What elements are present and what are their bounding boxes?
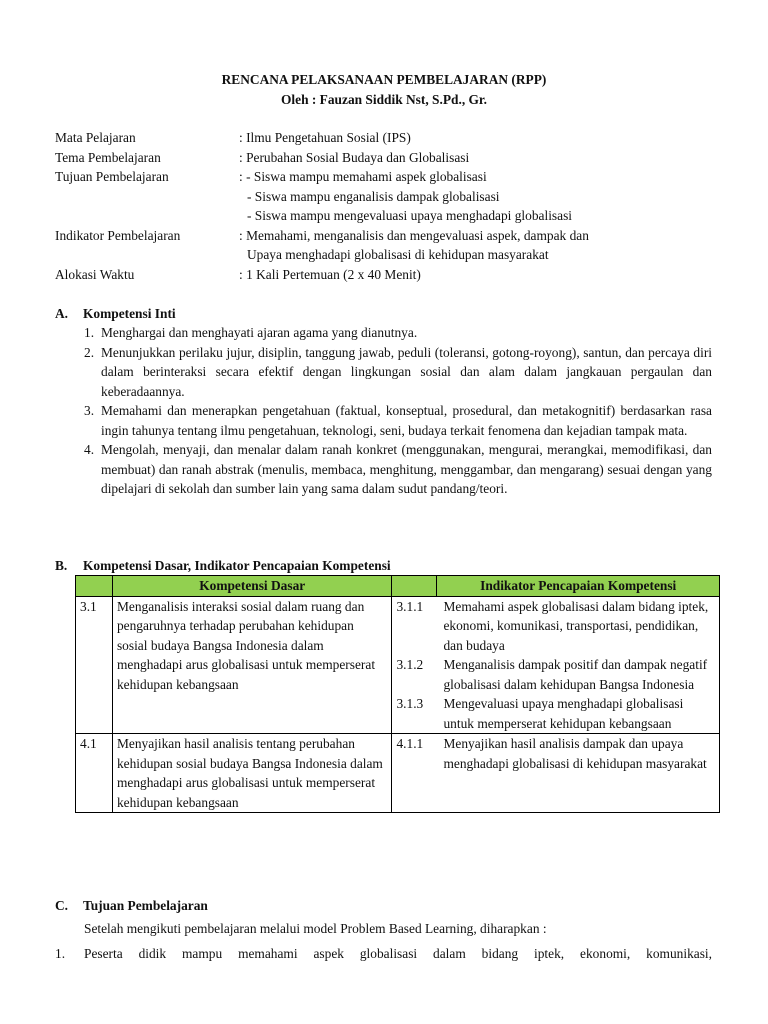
- meta-row-alokasi: [55, 265, 589, 285]
- indicator-number: 3.1.1: [396, 598, 424, 614]
- list-number: 3.: [84, 403, 95, 418]
- list-item: [84, 440, 712, 499]
- indicator-cell: [392, 596, 720, 734]
- indicator-text: Menyajikan hasil analisis dampak dan upaya menghadapi globalisasi di kehidupan masyarakat: [443, 736, 707, 771]
- meta-row-indikator: [55, 226, 589, 246]
- list-item: [84, 401, 712, 440]
- section-title: Tujuan Pembelajaran: [83, 898, 208, 913]
- meta-label: Tema Pembelajaran: [55, 149, 161, 165]
- meta-label: Tujuan Pembelajaran: [55, 169, 169, 184]
- indicator-number: 3.1.3: [396, 696, 424, 711]
- section-title: Kompetensi Dasar, Indikator Pencapaian Kompetensi: [83, 558, 391, 573]
- document-title: RENCANA PELAKSANAAN PEMBELAJARAN (RPP): [221, 72, 547, 87]
- meta-row-mapel: [55, 128, 589, 148]
- meta-value: : Ilmu Pengetahuan Sosial (IPS): [239, 130, 411, 145]
- indicator-item: [396, 655, 715, 694]
- meta-value: : Memahami, menganalisis dan mengevaluasi aspek, dampak dan: [239, 227, 589, 243]
- table-row: [76, 734, 720, 813]
- list-number: 1.: [84, 325, 95, 340]
- indicator-text: Menganalisis dampak positif dan dampak negatif globalisasi dalam kehidupan Bangsa Indonesia: [443, 657, 708, 692]
- meta-label: Alokasi Waktu: [55, 266, 135, 282]
- table-header-cell-empty: [76, 576, 113, 597]
- section-letter: A.: [55, 306, 69, 321]
- document-author: Oleh : Fauzan Siddik Nst, S.Pd., Gr.: [281, 92, 487, 107]
- table-header-cell-empty: [392, 576, 437, 597]
- section-c-heading: [55, 896, 208, 916]
- meta-label: Mata Pelajaran: [55, 130, 136, 145]
- section-letter: B.: [55, 558, 68, 573]
- meta-value: : - Siswa mampu memahami aspek globalisasi: [239, 169, 487, 184]
- list-number: 4.: [84, 442, 95, 457]
- tujuan-intro: Setelah mengikuti pembelajaran melalui model Problem Based Learning, diharapkan :: [84, 921, 547, 936]
- list-text: Peserta didik mampu memahami aspek globalisasi dalam bidang iptek, ekonomi, komunikasi,: [84, 946, 712, 961]
- meta-value: Upaya menghadapi globalisasi di kehidupan masyarakat: [247, 247, 549, 262]
- kompetensi-inti-list: [84, 323, 712, 499]
- list-item: [84, 323, 712, 343]
- meta-label: Indikator Pembelajaran: [55, 227, 181, 243]
- indicator-number: 4.1.1: [396, 736, 424, 751]
- kompetensi-table: [75, 575, 720, 813]
- meta-row-tema: [55, 148, 589, 168]
- indicator-item: [396, 597, 715, 656]
- indicator-number: 3.1.2: [396, 657, 424, 672]
- list-text: Mengolah, menyaji, dan menalar dalam ranah konkret (menggunakan, mengurai, merangkai, memodifikasi, dan membuat) dan ranah abstrak (menulis, membaca, menghitung, menggambar, dan mengarang) sesuai dengan yang dipelajari di sekolah dan sumber lain yang sama dalam sudut pandang/teori.: [101, 442, 712, 496]
- kd-text: Menyajikan hasil analisis tentang perubahan kehidupan sosial budaya Bangsa Indonesia dalam menghadapi arus globalisasi untuk memperserat kehidupan kebangsaan: [112, 734, 392, 813]
- meta-label-empty: [55, 206, 239, 226]
- meta-info-block: [55, 128, 589, 284]
- indicator-text: Mengevaluasi upaya menghadapi globalisasi untuk memperserat kehidupan kebangsaan: [443, 696, 684, 731]
- meta-row-tujuan-cont: [55, 206, 589, 226]
- section-title: Kompetensi Inti: [83, 306, 176, 321]
- table-header-ipk: Indikator Pencapaian Kompetensi: [437, 576, 720, 597]
- list-text: Menghargai dan menghayati ajaran agama yang dianutnya.: [101, 325, 418, 340]
- indicator-item: [396, 734, 715, 773]
- list-item: [84, 343, 712, 402]
- meta-row-tujuan: [55, 167, 589, 187]
- indicator-item: [396, 694, 715, 733]
- meta-value: : 1 Kali Pertemuan (2 x 40 Menit): [239, 266, 421, 282]
- indicator-cell: [392, 734, 720, 813]
- kd-number: 3.1: [76, 596, 113, 734]
- meta-value: : Perubahan Sosial Budaya dan Globalisasi: [239, 149, 470, 165]
- indicator-text: Memahami aspek globalisasi dalam bidang iptek, ekonomi, komunikasi, transportasi, pendidikan, dan budaya: [443, 598, 709, 653]
- list-text: Memahami dan menerapkan pengetahuan (faktual, konseptual, prosedural, dan metakognitif) berdasarkan rasa ingin tahunya tentang ilmu pengetahuan, teknologi, seni, budaya terkait fenomena dan kejadian tampak mata.: [101, 403, 712, 438]
- meta-row-tujuan-cont: [55, 187, 589, 207]
- meta-value: - Siswa mampu mengevaluasi upaya menghadapi globalisasi: [247, 208, 573, 223]
- meta-value: - Siswa mampu enganalisis dampak globalisasi: [247, 188, 500, 204]
- section-a-heading: [55, 304, 176, 324]
- section-letter: C.: [55, 898, 69, 913]
- table-row: [76, 596, 720, 734]
- kd-text: Menganalisis interaksi sosial dalam ruang dan pengaruhnya terhadap perubahan kehidupan sosial budaya Bangsa Indonesia dalam menghadapi arus globalisasi untuk memperserat kehidupan kebangsaan: [112, 596, 392, 734]
- list-item: [55, 944, 712, 964]
- meta-label-empty: [55, 187, 239, 207]
- table-header-row: [76, 576, 720, 597]
- list-text: Menunjukkan perilaku jujur, disiplin, tanggung jawab, peduli (toleransi, gotong-royong), santun, dan percaya diri dalam berinteraksi secara efektif dengan lingkungan sosial dan alam dalam jangkauan pergaulan dan keberadaannya.: [101, 344, 712, 399]
- kd-number: 4.1: [76, 734, 113, 813]
- meta-label-empty: [55, 245, 239, 265]
- list-number: 1.: [55, 946, 66, 961]
- list-number: 2.: [84, 344, 95, 360]
- section-b-heading: [55, 556, 391, 576]
- meta-row-indikator-cont: [55, 245, 589, 265]
- table-header-kd: Kompetensi Dasar: [112, 576, 392, 597]
